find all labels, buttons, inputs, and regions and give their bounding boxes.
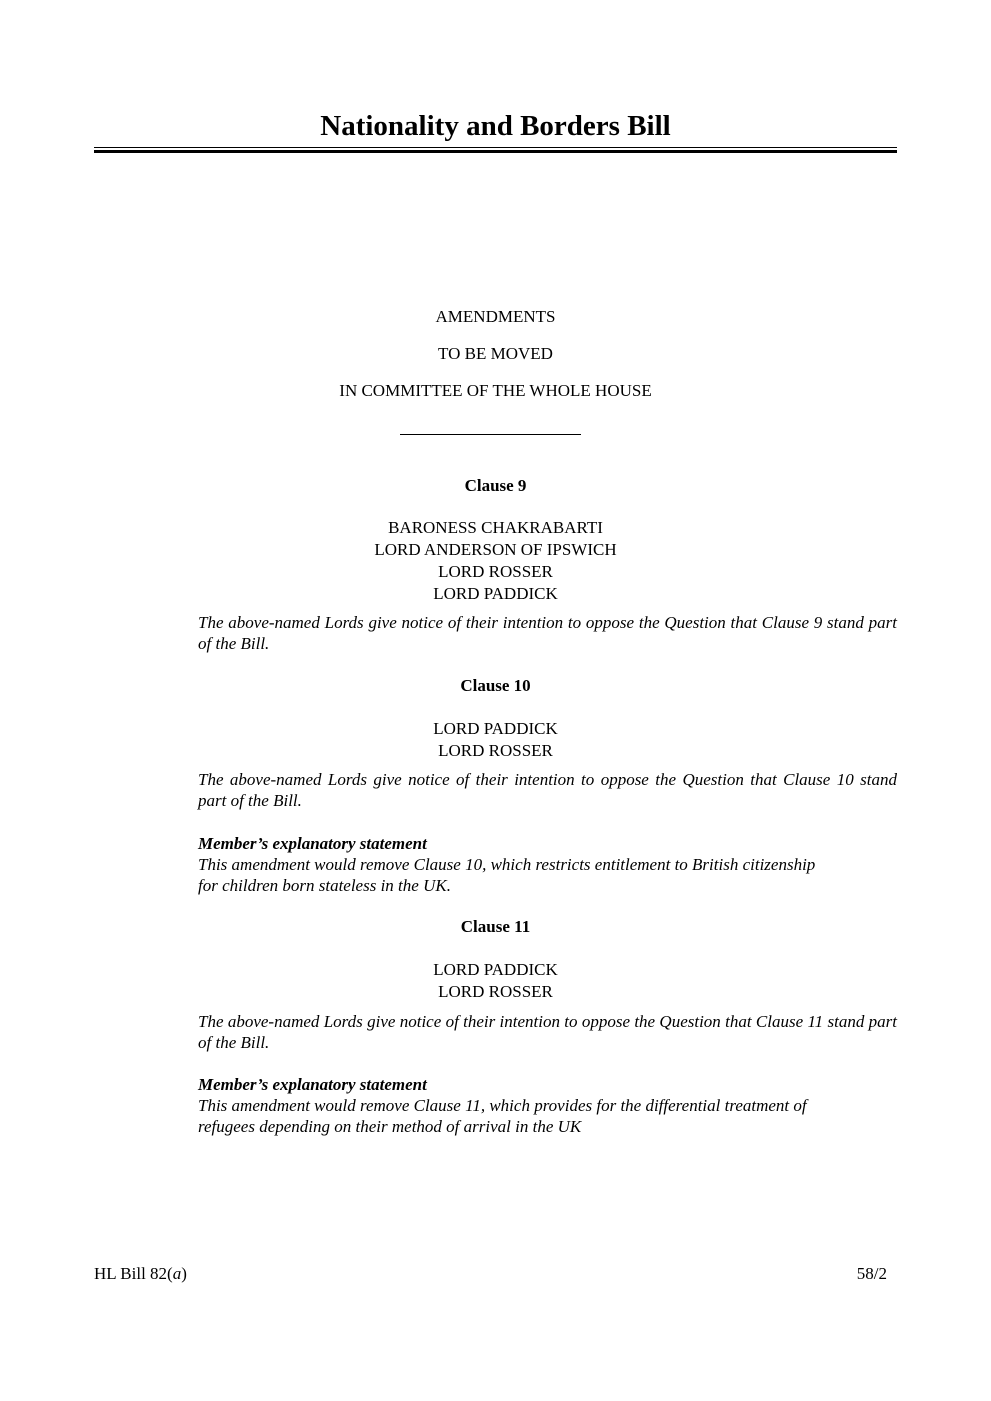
- bill-reference: [94, 1264, 187, 1284]
- member-name: LORD PADDICK: [433, 719, 558, 738]
- bill-ref-suffix: ): [181, 1264, 187, 1283]
- member-name: BARONESS CHAKRABARTI: [388, 518, 603, 537]
- explanatory-statement: [198, 833, 897, 896]
- clause-heading: Clause 9: [464, 476, 527, 495]
- clause-heading: Clause 11: [460, 917, 531, 936]
- statement-line: This amendment would remove Clause 11, which provides for the differential treatment of: [198, 1096, 807, 1115]
- statement-line: This amendment would remove Clause 10, which restricts entitlement to British citizenship: [198, 855, 816, 874]
- page-reference: 58/2: [856, 1264, 887, 1283]
- clause-heading: Clause 10: [460, 676, 531, 695]
- heading-line-3: IN COMMITTEE OF THE WHOLE HOUSE: [339, 381, 652, 400]
- member-names: [0, 718, 991, 762]
- notice-text: The above-named Lords give notice of their intention to oppose the Question that Clause 9 stand part of the Bill.: [198, 613, 897, 653]
- notice-text: The above-named Lords give notice of their intention to oppose the Question that Clause 11 stand part of the Bill.: [198, 1012, 897, 1052]
- member-name: LORD ROSSER: [438, 741, 553, 760]
- member-names: [0, 959, 991, 1003]
- explanatory-statement: [198, 1074, 897, 1137]
- document-title: Nationality and Borders Bill: [320, 110, 671, 142]
- heading-line-1: AMENDMENTS: [435, 307, 556, 326]
- heading-line-2: TO BE MOVED: [438, 344, 553, 363]
- member-name: LORD ROSSER: [438, 982, 553, 1001]
- member-names: [0, 517, 991, 605]
- title-rule-thick: [94, 150, 897, 153]
- statement-line: refugees depending on their method of arrival in the UK: [198, 1117, 582, 1136]
- member-name: LORD PADDICK: [433, 960, 558, 979]
- bill-ref-italic: a: [172, 1264, 182, 1283]
- statement-heading: Member’s explanatory statement: [198, 1075, 427, 1094]
- title-rule-thin: [94, 147, 897, 148]
- statement-line: for children born stateless in the UK.: [198, 876, 451, 895]
- notice-text: The above-named Lords give notice of their intention to oppose the Question that Clause 10 stand part of the Bill.: [198, 770, 897, 810]
- bill-ref-prefix: HL Bill 82(: [94, 1264, 173, 1283]
- member-name: LORD ANDERSON OF IPSWICH: [374, 540, 617, 559]
- divider-rule: [400, 434, 581, 435]
- member-name: LORD ROSSER: [438, 562, 553, 581]
- statement-heading: Member’s explanatory statement: [198, 834, 427, 853]
- member-name: LORD PADDICK: [433, 584, 558, 603]
